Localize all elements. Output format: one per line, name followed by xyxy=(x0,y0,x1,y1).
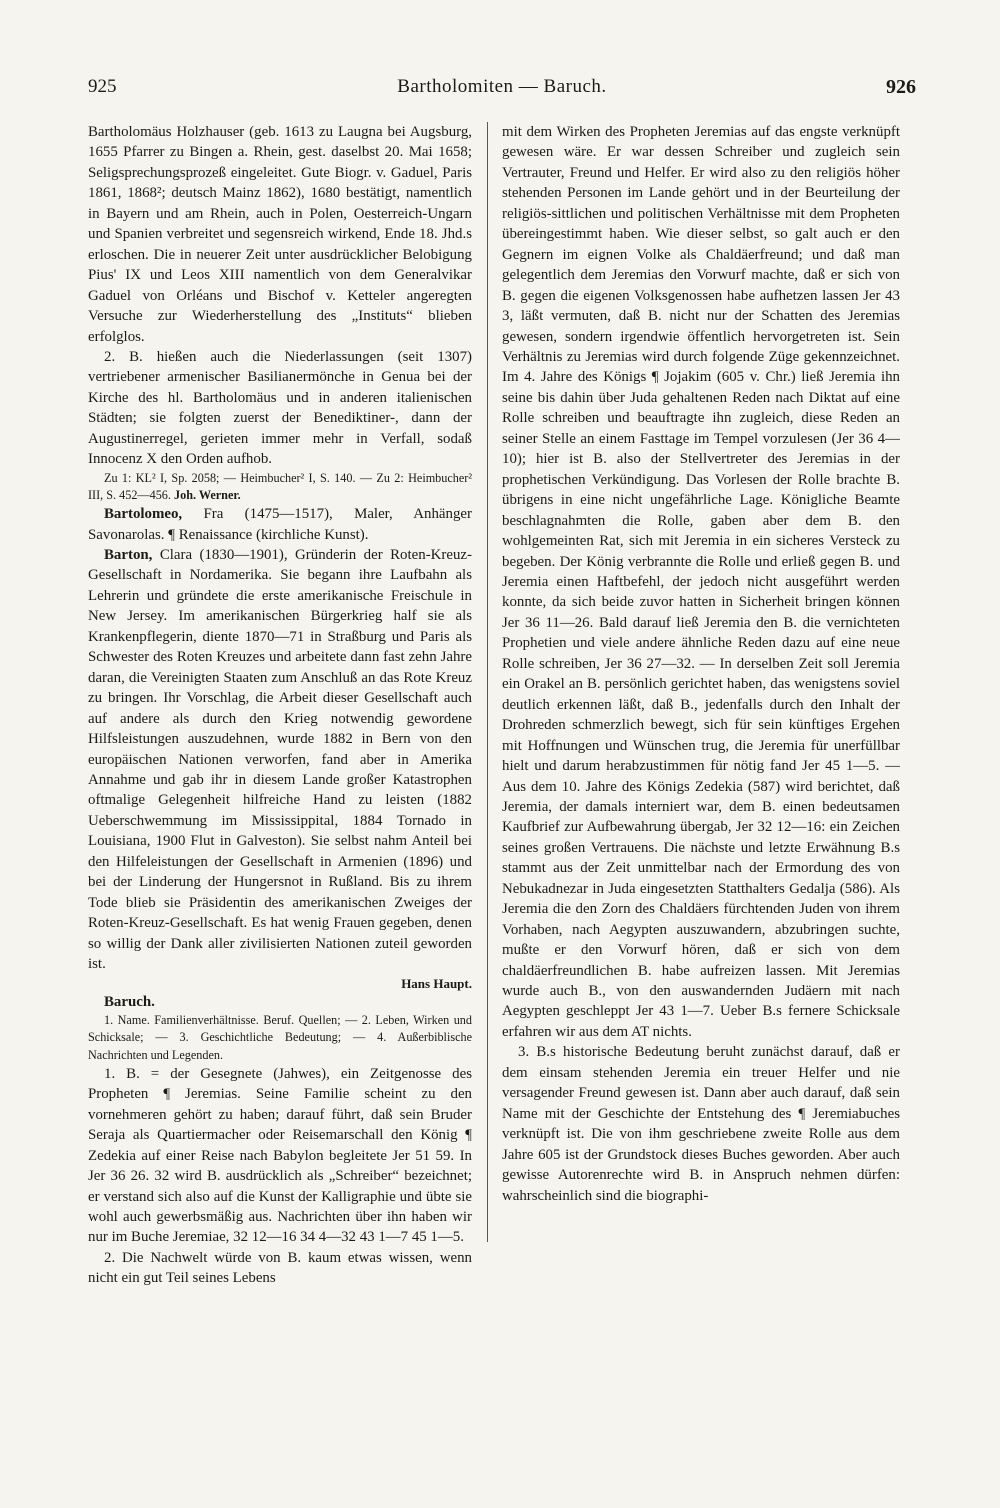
barton-text: Clara (1830—1901), Gründerin der Roten-Kreuz-Gesellschaft in Nordamerika. Sie begann ihre Laufbahn als Lehrerin und gründete die erste amerikanische Freischule in New Jersey. Im amerikanischen Bürgerkrieg half sie als Krankenpflegerin, diente 1870—71 in Straßburg und Paris als Schwester des Roten Kreuzes und arbeitete dann fast zehn Jahre daran, die Vereinigten Staaten zum Anschluß an das Rote Kreuz zu bringen. Ihr Vorschlag, die Arbeit dieser Gesellschaft auch auf andere als durch den Krieg notwendig gewordene Hilfsleistungen auszudehnen, wurde 1882 in Bern von den europäischen Nationen verworfen, fand aber in Amerika Annahme und gab ihr in diesem Lande großer Katastrophen oftmalige Gelegenheit hilfreiche Hand zu leisten (1882 Ueberschwemmung im Mississippital, 1884 Tornado in Louisiana, 1900 Flut in Galveston). Sie selbst nahm Anteil bei den Hilfeleistungen der Gesellschaft in Armenien (1896) und bei der Linderung der Hungersnot in Rußland. Bis zu ihrem Tode blieb sie Präsidentin des amerikanischen Zweiges der Roten-Kreuz-Gesellschaft. Es hat wenig Frauen gegeben, denen so willig der Dank aller zivilisierten Nationen zuteil geworden ist. xyxy=(88,547,472,973)
literature-author: Joh. Werner. xyxy=(174,487,241,502)
entry-bartolomeo xyxy=(88,504,472,545)
entry-barton xyxy=(88,545,472,975)
bartholomiten-paragraph-2: 2. B. hießen auch die Niederlassungen (seit 1307) vertriebener armenischer Basilianermönche in Genua bei der Kirche des hl. Bartholomäus und in anderen italienischen Städten; sie folgten zuerst der Benediktiner-, dann der Augustinerregel, gerieten immer mehr in Verfall, sodaß Innocenz X den Orden aufhob. xyxy=(88,348,472,468)
left-column xyxy=(88,122,472,1452)
baruch-section-3: 3. B.s historische Bedeutung beruht zunächst darauf, daß er dem einsam stehenden Jeremia ein treuer Helfer und nie versagender Freund gewesen ist. Dann aber auch darauf, daß sein Name mit der Geschichte der Entstehung des ¶ Jeremiabuches verknüpft ist. Die von ihm geschriebene zweite Rolle aus dem Jahre 605 ist der Grundstock dieses Buches geworden. Aber auch gewisse Autorenrechte wird B. in Anspruch nehmen dürfen: wahrscheinlich sind die biographi- xyxy=(502,1044,900,1204)
bartholomiten-continuation: Bartholomäus Holzhauser (geb. 1613 zu Laugna bei Augsburg, 1655 Pfarrer zu Bingen a. Rhein, gest. daselbst 20. Mai 1658; Seligsprechungsprozeß eingeleitet. Gute Biogr. v. Gaduel, Paris 1861, 1868²; deutsch Mainz 1862), 1680 bestätigt, namentlich in Bayern und am Rhein, auch in Polen, Oesterreich-Ungarn und Spanien verbreitet und segensreich wirkend, Ende 18. Jhd.s erloschen. Die in neuerer Zeit unter ausdrücklicher Belobigung Pius' IX und Leos XIII namentlich von dem Generalvikar Gaduel von Orléans und Bischof v. Ketteler angeregten Versuche zur Wiederherstellung des „Instituts“ blieben erfolglos. xyxy=(88,124,472,345)
page-number-right: 926 xyxy=(886,76,916,98)
page-header xyxy=(88,70,916,104)
lemma-bartolomeo: Bartolomeo, xyxy=(104,506,183,523)
page-number-left: 925 xyxy=(88,76,117,97)
bartolomeo-text: Fra (1475—1517), Maler, Anhänger Savonarolas. ¶ Renaissance (kirchliche Kunst). xyxy=(88,506,472,543)
literature-text: Zu 1: KL² I, Sp. 2058; — Heimbucher² I, S. 140. — Zu 2: Heimbucher² III, S. 452—456. xyxy=(88,470,472,502)
baruch-section-2-start: 2. Die Nachwelt würde von B. kaum etwas wissen, wenn nicht ein gut Teil seines Lebens xyxy=(88,1249,472,1287)
baruch-section-1: 1. B. = der Gesegnete (Jahwes), ein Zeitgenosse des Propheten ¶ Jeremias. Seine Familie scheint zu den vornehmeren gehört zu haben; darauf führt, daß sein Bruder Seraja als Quartiermacher oder Reisemarschall den König ¶ Zedekia auf einer Reise nach Babylon begleitete Jer 51 59. In Jer 36 26. 32 wird B. ausdrücklich als „Schreiber“ bezeichnet; er verstand sich also auf die Kunst der Kalligraphie und übte sie wohl auch gewerbsmäßig aus. Nachrichten über ihn haben wir nur im Buche Jeremiae, 32 12—16 34 4—32 43 1—7 45 1—5. xyxy=(88,1065,472,1246)
column-divider xyxy=(487,122,488,1242)
barton-author: Hans Haupt. xyxy=(401,975,472,991)
running-title: Bartholomiten — Baruch. xyxy=(397,76,607,97)
lemma-barton: Barton, xyxy=(104,547,153,564)
baruch-section-2-continuation: mit dem Wirken des Propheten Jeremias auf das engste verknüpft gewesen wäre. Er war dessen Schreiber und zugleich sein Vertrauter, Freund und Helfer. Er wird also zu den religiös höher stehenden Personen im Lande gehört und in der Beurteilung der religiös-sittlichen und politischen Verhältnisse mit dem Propheten übereingestimmt haben. Wie dieser selbst, so galt auch er den Gegnern im eignen Volke als Chaldäerfreund; und daß man gelegentlich dem Jeremias den Vorwurf machte, daß er sich von B. gegen die eigenen Volksgenossen habe aufhetzen lassen Jer 43 3, läßt vermuten, daß B. nicht nur der Schatten des Jeremias gewesen, sondern irgendwie öffentlich hervorgetreten ist. Sein Verhältnis zu Jeremias wird durch folgende Züge gekennzeichnet. Im 4. Jahre des Königs ¶ Jojakim (605 v. Chr.) ließ Jeremia ihn seine bis dahin über Juda gehaltenen Reden nach Diktat auf eine Rolle schreiben und beauftragte ihn zugleich, diese Reden an seiner Stelle an einem Fasttage im Tempel vorzulesen (Jer 36 4—10); hier ist B. also der Stellvertreter des Jeremias in der prophetischen Verkündigung. Das Vorlesen der Rolle brachte B. übrigens in eine nicht ungefährliche Lage. Königliche Beamte beschlagnahmten die Rolle, gaben aber dem B. den wohlgemeinten Rat, sich mit Jeremia in ein sicheres Versteck zu begeben. Der König verbrannte die Rolle und erließ gegen B. und Jeremia einen Haftbefehl, der jedoch nicht ausgeführt werden konnte, da sich beide zuvor hatten in Sicherheit bringen können Jer 36 11—26. Bald darauf ließ Jeremia den B. die vernichteten Prophetien und viele andere ähnliche Reden dazu auf eine neue Rolle schreiben, Jer 36 27—32. — In derselben Zeit soll Jeremia ein Orakel an B. persönlich gerichtet haben, das wenigstens soviel deutlich erkennen läßt, daß B., jedenfalls durch den Inhalt der Drohreden schmerzlich bewegt, sich für sein künftiges Ergehen mit Hoffnungen und Wünschen trug, die Jeremia für unerfüllbar hielt und darum herabzustimmen für nötig fand Jer 45 1—5. — Aus dem 10. Jahre des Königs Zedekia (587) wird berichtet, daß Jeremia, der damals interniert war, dem B. einen bedeutsamen Kaufbrief zur Aufbewahrung übergab, Jer 32 12—16: ein Zeichen seines großen Vertrauens. Die nächste und letzte Erwähnung B.s stammt aus der Zeit unmittelbar nach der Ermordung des von Nebukadnezar in Juda eingesetzten Statthalters Gedalja (586). Als Jeremia die den Zorn des Chaldäers fürchtenden Juden von ihrem Vorhaben, nach Aegypten auszuwandern, abzubringen suchte, mußte er den Vorwurf hören, daß er sich von dem chaldäerfreundlichen B. habe aufreizen lassen. Mit Jeremias wurde auch B., von den auswandernden Judäern mit nach Aegypten geschleppt Jer 43 1—7. Ueber B.s fernere Schicksale erfahren wir aus dem AT nichts. xyxy=(502,124,900,1040)
bartholomiten-literature xyxy=(88,470,472,504)
lemma-baruch: Baruch. xyxy=(104,993,155,1010)
baruch-contents: 1. Name. Familienverhältnisse. Beruf. Quellen; — 2. Leben, Wirken und Schicksale; — 3. Geschichtliche Bedeutung; — 4. Außerbiblische Nachrichten und Legenden. xyxy=(88,1013,472,1062)
right-column xyxy=(502,122,900,1452)
